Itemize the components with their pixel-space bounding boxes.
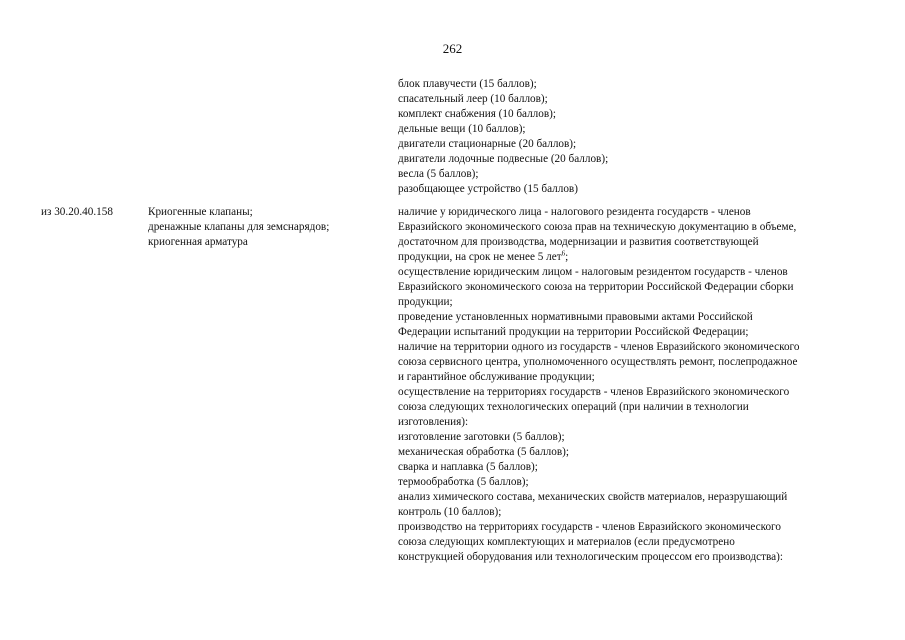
condition-punctuation: ; [565, 251, 569, 263]
condition-line: осуществление на территориях государств - членов Евразийского экономического [398, 386, 790, 398]
condition-line: Евразийского экономического союза прав на техническую документацию в объеме, [398, 221, 797, 233]
product-name [148, 205, 329, 250]
condition-line: и гарантийное обслуживание продукции; [398, 371, 595, 383]
condition-line: осуществление юридическим лицом - налоговым резидентом государств - членов [398, 266, 788, 278]
product-line: Криогенные клапаны; [148, 206, 253, 218]
condition-line: достаточном для производства, модернизации и развития соответствующей [398, 236, 759, 248]
condition-line: весла (5 баллов); [398, 168, 479, 180]
condition-line: блок плавучести (15 баллов); [398, 78, 537, 90]
condition-line: двигатели лодочные подвесные (20 баллов); [398, 153, 609, 165]
condition-line: проведение установленных нормативными правовыми актами Российской [398, 311, 753, 323]
condition-line: союза сервисного центра, уполномоченного осуществлять ремонт, послепродажное [398, 356, 798, 368]
condition-line: производство на территориях государств - членов Евразийского экономического [398, 521, 781, 533]
condition-line: наличие у юридического лица - налогового резидента государств - членов [398, 206, 751, 218]
condition-line: контроль (10 баллов); [398, 506, 502, 518]
condition-line: изготовления): [398, 416, 469, 428]
condition-line: продукции; [398, 296, 453, 308]
condition-line: сварка и наплавка (5 баллов); [398, 461, 538, 473]
condition-line: комплект снабжения (10 баллов); [398, 108, 556, 120]
condition-line: союза следующих технологических операций (при наличии в технологии [398, 401, 749, 413]
condition-line: конструкцией оборудования или технологическим процессом его производства): [398, 551, 783, 563]
condition-line-with-footnote [398, 250, 878, 265]
page-number: 262 [442, 41, 463, 56]
footnote-mark: 6 [561, 249, 566, 258]
condition-text: продукции, на срок не менее 5 лет [398, 251, 562, 263]
condition-line: союза следующих комплектующих и материалов (если предусмотрено [398, 536, 735, 548]
condition-line: разобщающее устройство (15 баллов) [398, 183, 578, 195]
condition-line: Федерации испытаний продукции на территории Российской Федерации; [398, 326, 749, 338]
condition-line: изготовление заготовки (5 баллов); [398, 431, 565, 443]
product-line: дренажные клапаны для земснарядов; [148, 221, 330, 233]
continued-conditions [398, 77, 878, 197]
condition-line: механическая обработка (5 баллов); [398, 446, 569, 458]
product-code: из 30.20.40.158 [41, 206, 113, 218]
condition-line: дельные вещи (10 баллов); [398, 123, 526, 135]
condition-line: спасательный леер (10 баллов); [398, 93, 548, 105]
condition-line: двигатели стационарные (20 баллов); [398, 138, 577, 150]
production-conditions [398, 205, 878, 565]
condition-line: анализ химического состава, механических свойств материалов, неразрушающий [398, 491, 788, 503]
condition-line: термообработка (5 баллов); [398, 476, 529, 488]
product-line: криогенная арматура [148, 236, 248, 248]
condition-line: наличие на территории одного из государств - членов Евразийского экономического [398, 341, 800, 353]
condition-line: Евразийского экономического союза на территории Российской Федерации сборки [398, 281, 794, 293]
